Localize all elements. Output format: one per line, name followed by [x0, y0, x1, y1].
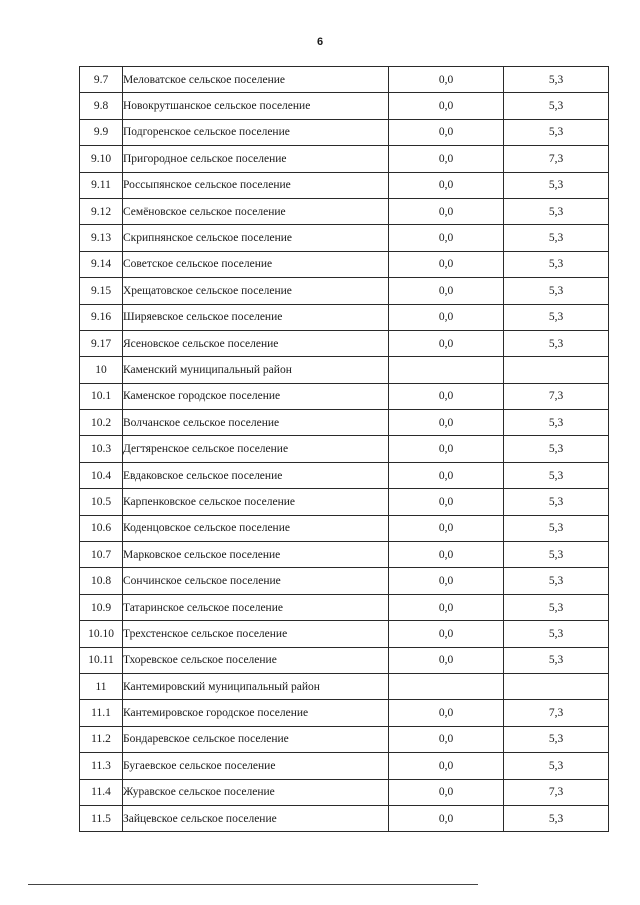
value-col-2: 5,3: [504, 251, 609, 277]
settlement-name: Хрещатовское сельское поселение: [123, 278, 389, 304]
value-col-1: 0,0: [389, 119, 504, 145]
table-row: [80, 410, 609, 436]
row-number: 10.5: [80, 489, 123, 515]
table-row: [80, 805, 609, 831]
table-row: [80, 542, 609, 568]
settlement-name: Волчанское сельское поселение: [123, 410, 389, 436]
table-row: [80, 568, 609, 594]
row-number: 9.11: [80, 172, 123, 198]
settlement-name: Дегтяренское сельское поселение: [123, 436, 389, 462]
row-number: 9.14: [80, 251, 123, 277]
value-col-1: 0,0: [389, 726, 504, 752]
value-col-1: 0,0: [389, 67, 504, 93]
value-col-2: 5,3: [504, 410, 609, 436]
table-row: [80, 700, 609, 726]
row-number: 10.11: [80, 647, 123, 673]
settlement-name: Коденцовское сельское поселение: [123, 515, 389, 541]
row-number: 10.2: [80, 410, 123, 436]
value-col-2: 5,3: [504, 304, 609, 330]
value-col-1: 0,0: [389, 779, 504, 805]
settlement-name: Скрипнянское сельское поселение: [123, 225, 389, 251]
row-number: 11.3: [80, 753, 123, 779]
row-number: 10.1: [80, 383, 123, 409]
value-col-1: [389, 673, 504, 699]
row-number: 10.9: [80, 594, 123, 620]
row-number: 10.8: [80, 568, 123, 594]
value-col-1: 0,0: [389, 568, 504, 594]
value-col-1: 0,0: [389, 753, 504, 779]
value-col-2: [504, 357, 609, 383]
value-col-2: 5,3: [504, 753, 609, 779]
row-number: 9.15: [80, 278, 123, 304]
value-col-2: 5,3: [504, 462, 609, 488]
value-col-2: 5,3: [504, 726, 609, 752]
settlement-name: Каменское городское поселение: [123, 383, 389, 409]
settlement-name: Евдаковское сельское поселение: [123, 462, 389, 488]
settlement-name: Советское сельское поселение: [123, 251, 389, 277]
row-number: 10.3: [80, 436, 123, 462]
row-number: 10.4: [80, 462, 123, 488]
value-col-1: 0,0: [389, 647, 504, 673]
table-row: [80, 673, 609, 699]
settlement-name: Тхоревское сельское поселение: [123, 647, 389, 673]
value-col-1: 0,0: [389, 251, 504, 277]
value-col-1: 0,0: [389, 542, 504, 568]
value-col-1: 0,0: [389, 410, 504, 436]
value-col-2: [504, 673, 609, 699]
row-number: 11.2: [80, 726, 123, 752]
value-col-1: 0,0: [389, 515, 504, 541]
value-col-2: 5,3: [504, 647, 609, 673]
settlement-name: Зайцевское сельское поселение: [123, 805, 389, 831]
table-row: [80, 594, 609, 620]
settlement-name: Бугаевское сельское поселение: [123, 753, 389, 779]
value-col-1: 0,0: [389, 304, 504, 330]
table-row: [80, 198, 609, 224]
table-row: [80, 515, 609, 541]
settlement-name: Кантемировский муниципальный район: [123, 673, 389, 699]
table-row: [80, 726, 609, 752]
row-number: 9.9: [80, 119, 123, 145]
row-number: 9.10: [80, 146, 123, 172]
value-col-2: 5,3: [504, 489, 609, 515]
row-number: 9.7: [80, 67, 123, 93]
value-col-1: 0,0: [389, 198, 504, 224]
row-number: 9.12: [80, 198, 123, 224]
value-col-2: 5,3: [504, 172, 609, 198]
settlement-name: Новокрутшанское сельское поселение: [123, 93, 389, 119]
value-col-2: 7,3: [504, 779, 609, 805]
table-row: [80, 383, 609, 409]
table-row: [80, 251, 609, 277]
table-row: [80, 304, 609, 330]
table-row: [80, 67, 609, 93]
value-col-1: 0,0: [389, 621, 504, 647]
page-number: 6: [316, 36, 324, 48]
value-col-2: 5,3: [504, 67, 609, 93]
table-row: [80, 357, 609, 383]
value-col-1: 0,0: [389, 489, 504, 515]
table-row: [80, 278, 609, 304]
table-row: [80, 93, 609, 119]
value-col-1: 0,0: [389, 436, 504, 462]
table-row: [80, 330, 609, 356]
value-col-1: 0,0: [389, 462, 504, 488]
settlement-name: Кантемировское городское поселение: [123, 700, 389, 726]
table-row: [80, 753, 609, 779]
table-row: [80, 489, 609, 515]
table-row: [80, 436, 609, 462]
row-number: 11.4: [80, 779, 123, 805]
row-number: 11.5: [80, 805, 123, 831]
settlement-name: Меловатское сельское поселение: [123, 67, 389, 93]
value-col-1: 0,0: [389, 146, 504, 172]
settlement-name: Пригородное сельское поселение: [123, 146, 389, 172]
value-col-2: 5,3: [504, 568, 609, 594]
value-col-2: 5,3: [504, 621, 609, 647]
settlement-name: Подгоренское сельское поселение: [123, 119, 389, 145]
row-number: 10: [80, 357, 123, 383]
row-number: 11: [80, 673, 123, 699]
table-row: [80, 172, 609, 198]
settlements-table: [79, 66, 609, 832]
table-row: [80, 462, 609, 488]
value-col-2: 5,3: [504, 330, 609, 356]
settlement-name: Ясеновское сельское поселение: [123, 330, 389, 356]
value-col-1: 0,0: [389, 805, 504, 831]
value-col-2: 7,3: [504, 383, 609, 409]
settlement-name: Марковское сельское поселение: [123, 542, 389, 568]
value-col-2: 5,3: [504, 278, 609, 304]
table-row: [80, 225, 609, 251]
row-number: 9.16: [80, 304, 123, 330]
value-col-2: 7,3: [504, 146, 609, 172]
value-col-1: 0,0: [389, 278, 504, 304]
row-number: 10.6: [80, 515, 123, 541]
settlement-name: Семёновское сельское поселение: [123, 198, 389, 224]
footer-divider: [28, 884, 478, 885]
value-col-1: 0,0: [389, 330, 504, 356]
value-col-1: 0,0: [389, 93, 504, 119]
value-col-1: 0,0: [389, 225, 504, 251]
value-col-2: 5,3: [504, 594, 609, 620]
settlement-name: Бондаревское сельское поселение: [123, 726, 389, 752]
value-col-2: 5,3: [504, 93, 609, 119]
value-col-2: 7,3: [504, 700, 609, 726]
settlement-name: Россыпянское сельское поселение: [123, 172, 389, 198]
value-col-2: 5,3: [504, 119, 609, 145]
settlement-name: Карпенковское сельское поселение: [123, 489, 389, 515]
row-number: 11.1: [80, 700, 123, 726]
value-col-2: 5,3: [504, 436, 609, 462]
value-col-2: 5,3: [504, 542, 609, 568]
value-col-1: 0,0: [389, 383, 504, 409]
table-row: [80, 621, 609, 647]
settlement-name: Сончинское сельское поселение: [123, 568, 389, 594]
settlement-name: Ширяевское сельское поселение: [123, 304, 389, 330]
row-number: 9.17: [80, 330, 123, 356]
value-col-1: 0,0: [389, 594, 504, 620]
value-col-1: 0,0: [389, 172, 504, 198]
row-number: 10.7: [80, 542, 123, 568]
value-col-2: 5,3: [504, 805, 609, 831]
value-col-1: 0,0: [389, 700, 504, 726]
value-col-2: 5,3: [504, 225, 609, 251]
value-col-2: 5,3: [504, 515, 609, 541]
settlement-name: Татаринское сельское поселение: [123, 594, 389, 620]
value-col-1: [389, 357, 504, 383]
settlement-name: Журавское сельское поселение: [123, 779, 389, 805]
table-row: [80, 146, 609, 172]
table-row: [80, 647, 609, 673]
table-row: [80, 779, 609, 805]
row-number: 10.10: [80, 621, 123, 647]
table-row: [80, 119, 609, 145]
settlement-name: Трехстенское сельское поселение: [123, 621, 389, 647]
value-col-2: 5,3: [504, 198, 609, 224]
row-number: 9.8: [80, 93, 123, 119]
table-body: [80, 67, 609, 832]
row-number: 9.13: [80, 225, 123, 251]
settlement-name: Каменский муниципальный район: [123, 357, 389, 383]
